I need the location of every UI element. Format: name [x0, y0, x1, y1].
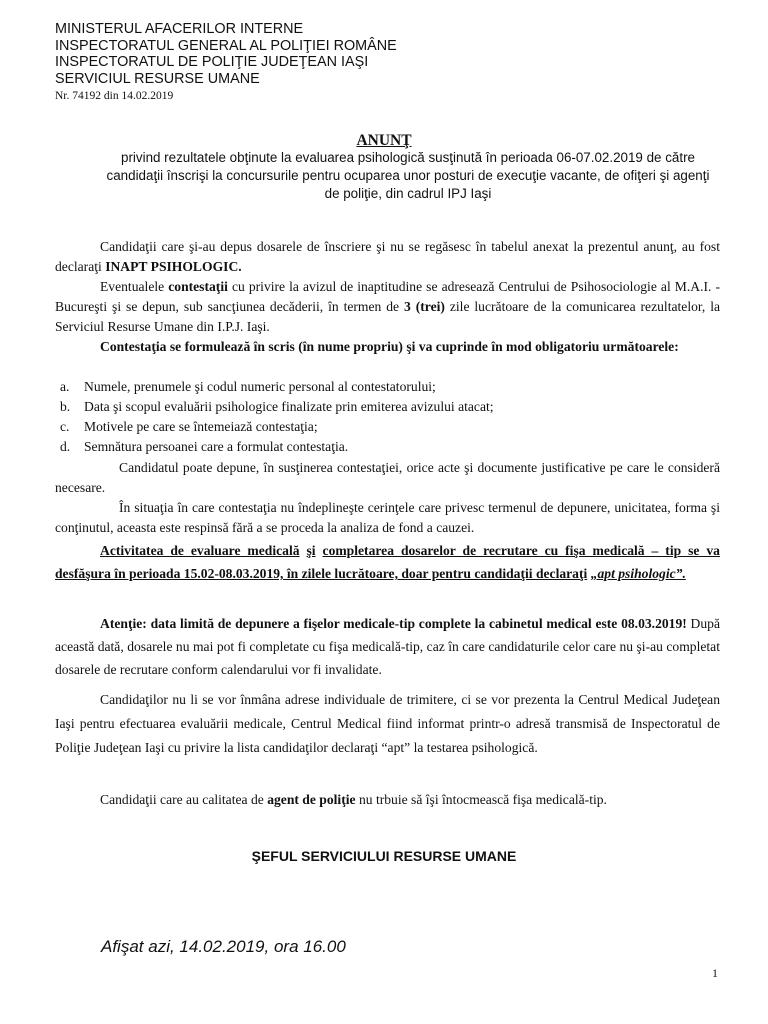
list-text: Numele, prenumele şi codul numeric personal al contestatorului;	[84, 379, 436, 394]
p9-bold: agent de poliţie	[267, 792, 356, 807]
header-line-ministry: MINISTERUL AFACERILOR INTERNE	[55, 21, 304, 37]
header-line-general-inspectorate: INSPECTORATUL GENERAL AL POLIŢIEI ROMÂNE	[55, 37, 397, 54]
p2-t1: Eventualele	[100, 279, 169, 294]
list-item-a	[60, 377, 710, 397]
page-number: 1	[712, 966, 718, 980]
p9-t1: Candidaţii care au calitatea de	[100, 792, 268, 807]
p2-bold2: 3 (trei)	[404, 299, 445, 314]
list-marker: b.	[60, 399, 71, 414]
p6-space-1	[300, 543, 307, 558]
p2-t2: cu privire la avizul de inaptitudine se adresează Centrului de Psihosociologie al M.A.I. - Bucureşti şi se depun, sub sancţiunea decăderii, în termen de	[55, 279, 721, 314]
p6-underlined-3: completarea dosarelor de recrutare cu fişa medicală – tip se va desfăşura în perioada 15.02-08.03.2019, în zilele lucrătoare, doar pentru candidaţii declaraţi	[55, 543, 720, 581]
p7-bold: Atenţie: data limită de depunere a fişelor medicale-tip complete la cabinetul medical este 08.03.2019!	[100, 616, 687, 631]
document-title	[0, 132, 768, 150]
list-marker: a.	[60, 379, 70, 394]
paragraph-adrese-trimitere: Candidaţilor nu li se vor înmâna adrese individuale de trimitere, ci se vor prezenta la Centrul Medical Judeţean Iaşi pentru efectuarea evaluării medicale, Centrul Medical fiind informat printr-o adresă transmisă de Inspectoratul de Poliţie Judeţean Iaşi cu privire la lista candidaţilor declaraţi “apt” la testarea psihologică.	[55, 692, 720, 755]
list-item-b	[60, 397, 710, 417]
paragraph-contestatii	[55, 277, 720, 337]
paragraph-inapt	[55, 237, 720, 277]
header-line-county-inspectorate: INSPECTORATUL DE POLIŢIE JUDEŢEAN IAŞI	[55, 54, 369, 71]
posted-date: Afişat azi, 14.02.2019, ora 16.00	[101, 937, 346, 956]
p7-text: După această dată, dosarele nu mai pot fi completate cu fişa medicală-tip, caz în care candidaturile celor care nu şi-au completat dosarele de recrutare conform calendarului vor fi invalidate.	[55, 616, 721, 677]
list-marker: d.	[60, 439, 71, 454]
list-marker: c.	[60, 419, 70, 434]
paragraph-atentie	[55, 612, 720, 681]
paragraph-contestatia-format: Contestaţia se formulează în scris (în nume propriu) şi va cuprinde în mod obligatoriu următoarele:	[100, 339, 679, 354]
p1-bold: INAPT PSIHOLOGIC.	[105, 259, 242, 274]
p6-apt-psihologic: „apt psihologic”.	[590, 566, 686, 581]
institution-header	[55, 21, 397, 87]
registration-number: Nr. 74192 din 14.02.2019	[55, 90, 174, 102]
p6-underlined-2: şi	[306, 543, 316, 558]
header-line-service: SERVICIUL RESURSE UMANE	[55, 70, 260, 87]
title-text: ANUNŢ	[356, 132, 412, 149]
p6-underlined-1: Activitatea de evaluare medicală	[100, 543, 300, 558]
list-item-c	[60, 417, 710, 437]
paragraph-evaluare-medicala	[55, 539, 720, 585]
paragraph-acte-justificative: Candidatul poate depune, în susţinerea contestaţiei, orice acte şi documente justificative pe care le consideră necesare.	[55, 460, 720, 495]
p2-bold1: contestaţii	[168, 279, 228, 294]
p6-space-2	[316, 543, 323, 558]
document-subtitle: privind rezultatele obţinute la evaluarea psihologică susţinută în perioada 06-07.02.2019 de către candidaţii înscrişi la concursurile pentru ocuparea unor posturi de execuţie vacante, de ofiţeri şi agenţi de poliţie, din cadrul IPJ Iaşi	[106, 150, 710, 201]
list-text: Semnătura persoanei care a formulat contestaţia.	[84, 439, 349, 454]
list-item-d	[60, 437, 710, 457]
signature-title: ŞEFUL SERVICIULUI RESURSE UMANE	[251, 848, 517, 864]
list-text: Data şi scopul evaluării psihologice finalizate prin emiterea avizului atacat;	[84, 399, 494, 414]
p1-text: Candidaţii care şi-au depus dosarele de înscriere şi nu se regăsesc în tabelul anexat la prezentul anunţ, au fost declaraţi	[55, 239, 720, 274]
list-text: Motivele pe care se întemeiază contestaţia;	[84, 419, 318, 434]
paragraph-agent-politie	[55, 790, 720, 810]
paragraph-respingere: În situaţia în care contestaţia nu îndeplineşte cerinţele care privesc termenul de depunere, unicitatea, forma şi conţinutul, aceasta este respinsă fără a se proceda la analiza de fond a cauzei.	[55, 500, 720, 535]
p2-t3: zile lucrătoare de la comunicarea rezultatelor, la Serviciul Resurse Umane din I.P.J. Iaşi.	[55, 299, 721, 334]
p9-t2: nu trbuie să îşi întocmească fişa medicală-tip.	[355, 792, 607, 807]
